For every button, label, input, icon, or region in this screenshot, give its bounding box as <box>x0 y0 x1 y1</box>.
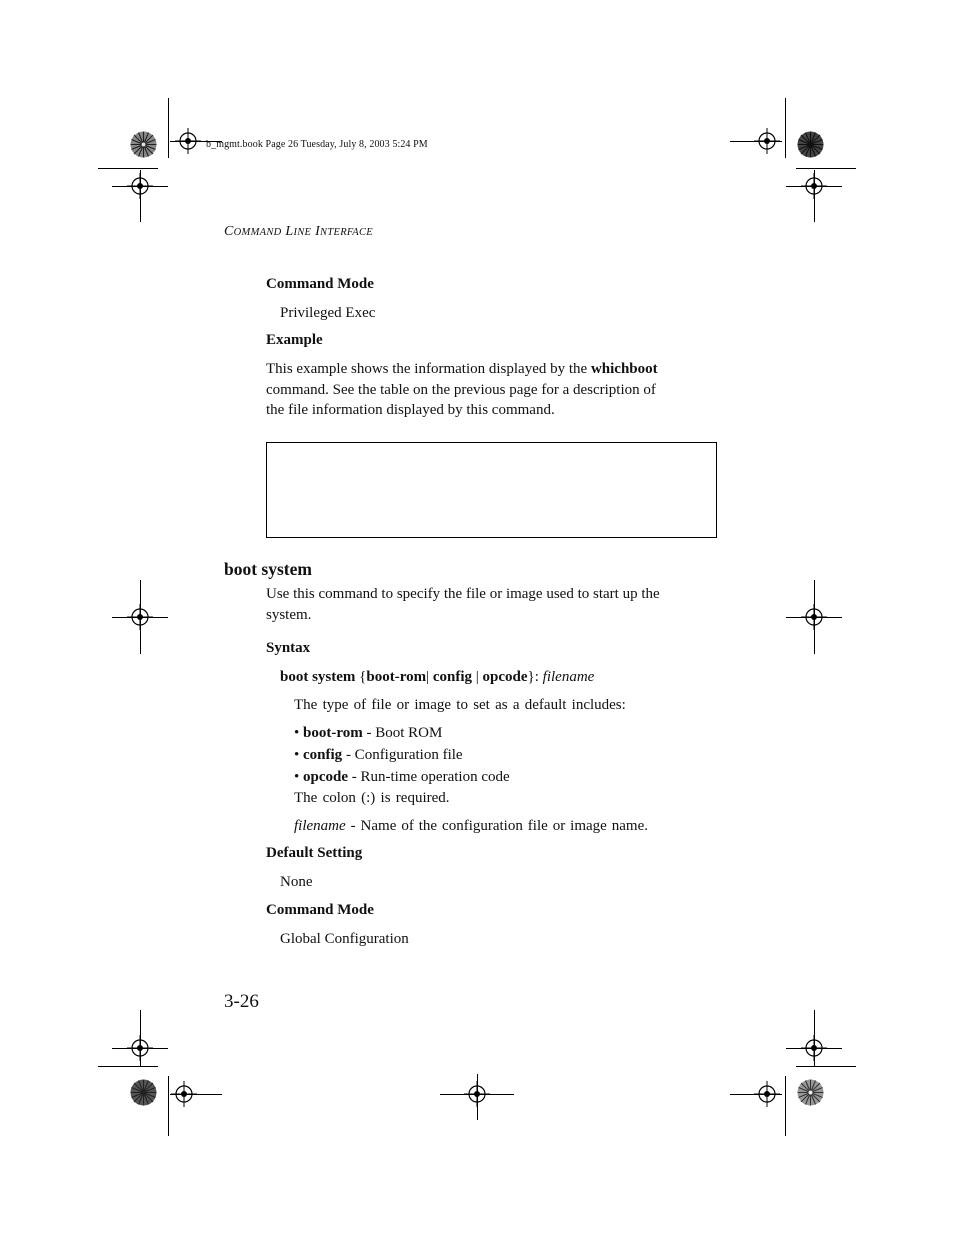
starburst-target-icon <box>130 131 157 158</box>
command-mode-value: Privileged Exec <box>280 305 376 321</box>
registration-target-icon <box>801 173 827 199</box>
example-output-box <box>266 442 717 538</box>
syntax-option: opcode <box>482 669 528 685</box>
example-description <box>266 359 716 421</box>
bullet: • <box>294 769 300 785</box>
example-line <box>266 359 716 380</box>
filename-term: filename <box>294 818 346 834</box>
command-mode-heading: Command Mode <box>266 902 374 918</box>
syntax-option: config <box>432 669 473 685</box>
option-item <box>294 723 510 745</box>
example-text: This example shows the information displayed by the <box>266 361 588 377</box>
command-mode-value: Global Configuration <box>280 931 409 947</box>
option-name: opcode <box>303 769 349 785</box>
registration-target-icon <box>754 1081 780 1107</box>
registration-target-icon <box>801 604 827 630</box>
option-name: boot-rom <box>303 725 363 741</box>
running-head-small-caps: OMMAND <box>233 227 282 238</box>
filename-desc: - Name of the configuration file or image name. <box>345 818 649 834</box>
crop-line <box>796 1066 856 1067</box>
registration-target-icon <box>127 173 153 199</box>
option-desc: - Configuration file <box>342 747 463 763</box>
syntax-punct: } <box>527 669 535 685</box>
description-line: Use this command to specify the file or image used to start up the <box>266 586 660 602</box>
syntax-line <box>280 667 594 688</box>
running-head-initial: C <box>224 224 234 239</box>
option-name: config <box>303 747 343 763</box>
bullet: • <box>294 747 300 763</box>
option-desc: - Run-time operation code <box>348 769 510 785</box>
filename-description <box>294 816 648 837</box>
syntax-punct: | <box>426 669 433 685</box>
syntax-command: boot system <box>280 669 356 685</box>
syntax-argument: filename <box>542 669 595 685</box>
registration-target-icon <box>175 128 201 154</box>
page-number: 3-26 <box>224 991 259 1012</box>
registration-target-icon <box>464 1081 490 1107</box>
description-line: system. <box>266 606 312 623</box>
crop-line <box>98 168 158 169</box>
example-line: the file information displayed by this command. <box>266 402 555 418</box>
example-heading: Example <box>266 332 323 348</box>
syntax-option: boot-rom <box>366 669 427 685</box>
option-desc: - Boot ROM <box>362 725 443 741</box>
running-head-small-caps: NTERFACE <box>320 227 374 238</box>
syntax-heading: Syntax <box>266 640 311 656</box>
starburst-target-icon <box>130 1079 157 1106</box>
command-title: boot system <box>224 559 312 579</box>
command-description <box>266 584 716 625</box>
default-setting-value: None <box>280 874 313 890</box>
starburst-target-icon <box>797 131 824 158</box>
registration-target-icon <box>754 128 780 154</box>
option-item <box>294 745 510 767</box>
option-item <box>294 767 510 789</box>
default-setting-heading: Default Setting <box>266 845 363 861</box>
running-head <box>224 224 373 240</box>
bullet: • <box>294 725 300 741</box>
running-head-initial: I <box>315 224 321 239</box>
syntax-punct: : <box>534 669 543 685</box>
crop-line <box>168 1076 169 1136</box>
example-line: command. See the table on the previous page for a description of <box>266 381 656 398</box>
crop-line <box>796 168 856 169</box>
syntax-punct: | <box>472 669 483 685</box>
crop-line <box>785 1076 786 1136</box>
registration-target-icon <box>127 1035 153 1061</box>
option-list <box>294 723 510 789</box>
type-intro: The type of file or image to set as a default includes: <box>294 697 626 713</box>
syntax-punct: { <box>355 669 367 685</box>
registration-target-icon <box>171 1081 197 1107</box>
crop-line <box>98 1066 158 1067</box>
running-head-initial: L <box>285 224 294 239</box>
command-mode-heading: Command Mode <box>266 276 374 292</box>
example-command: whichboot <box>590 361 658 377</box>
print-slug: b_mgmt.book Page 26 Tuesday, July 8, 2003 5:24 PM <box>206 139 428 150</box>
crop-line <box>168 98 169 158</box>
running-head-small-caps: INE <box>293 227 312 238</box>
colon-note: The colon (:) is required. <box>294 790 450 806</box>
starburst-target-icon <box>797 1079 824 1106</box>
registration-target-icon <box>801 1035 827 1061</box>
crop-line <box>785 98 786 158</box>
registration-target-icon <box>127 604 153 630</box>
